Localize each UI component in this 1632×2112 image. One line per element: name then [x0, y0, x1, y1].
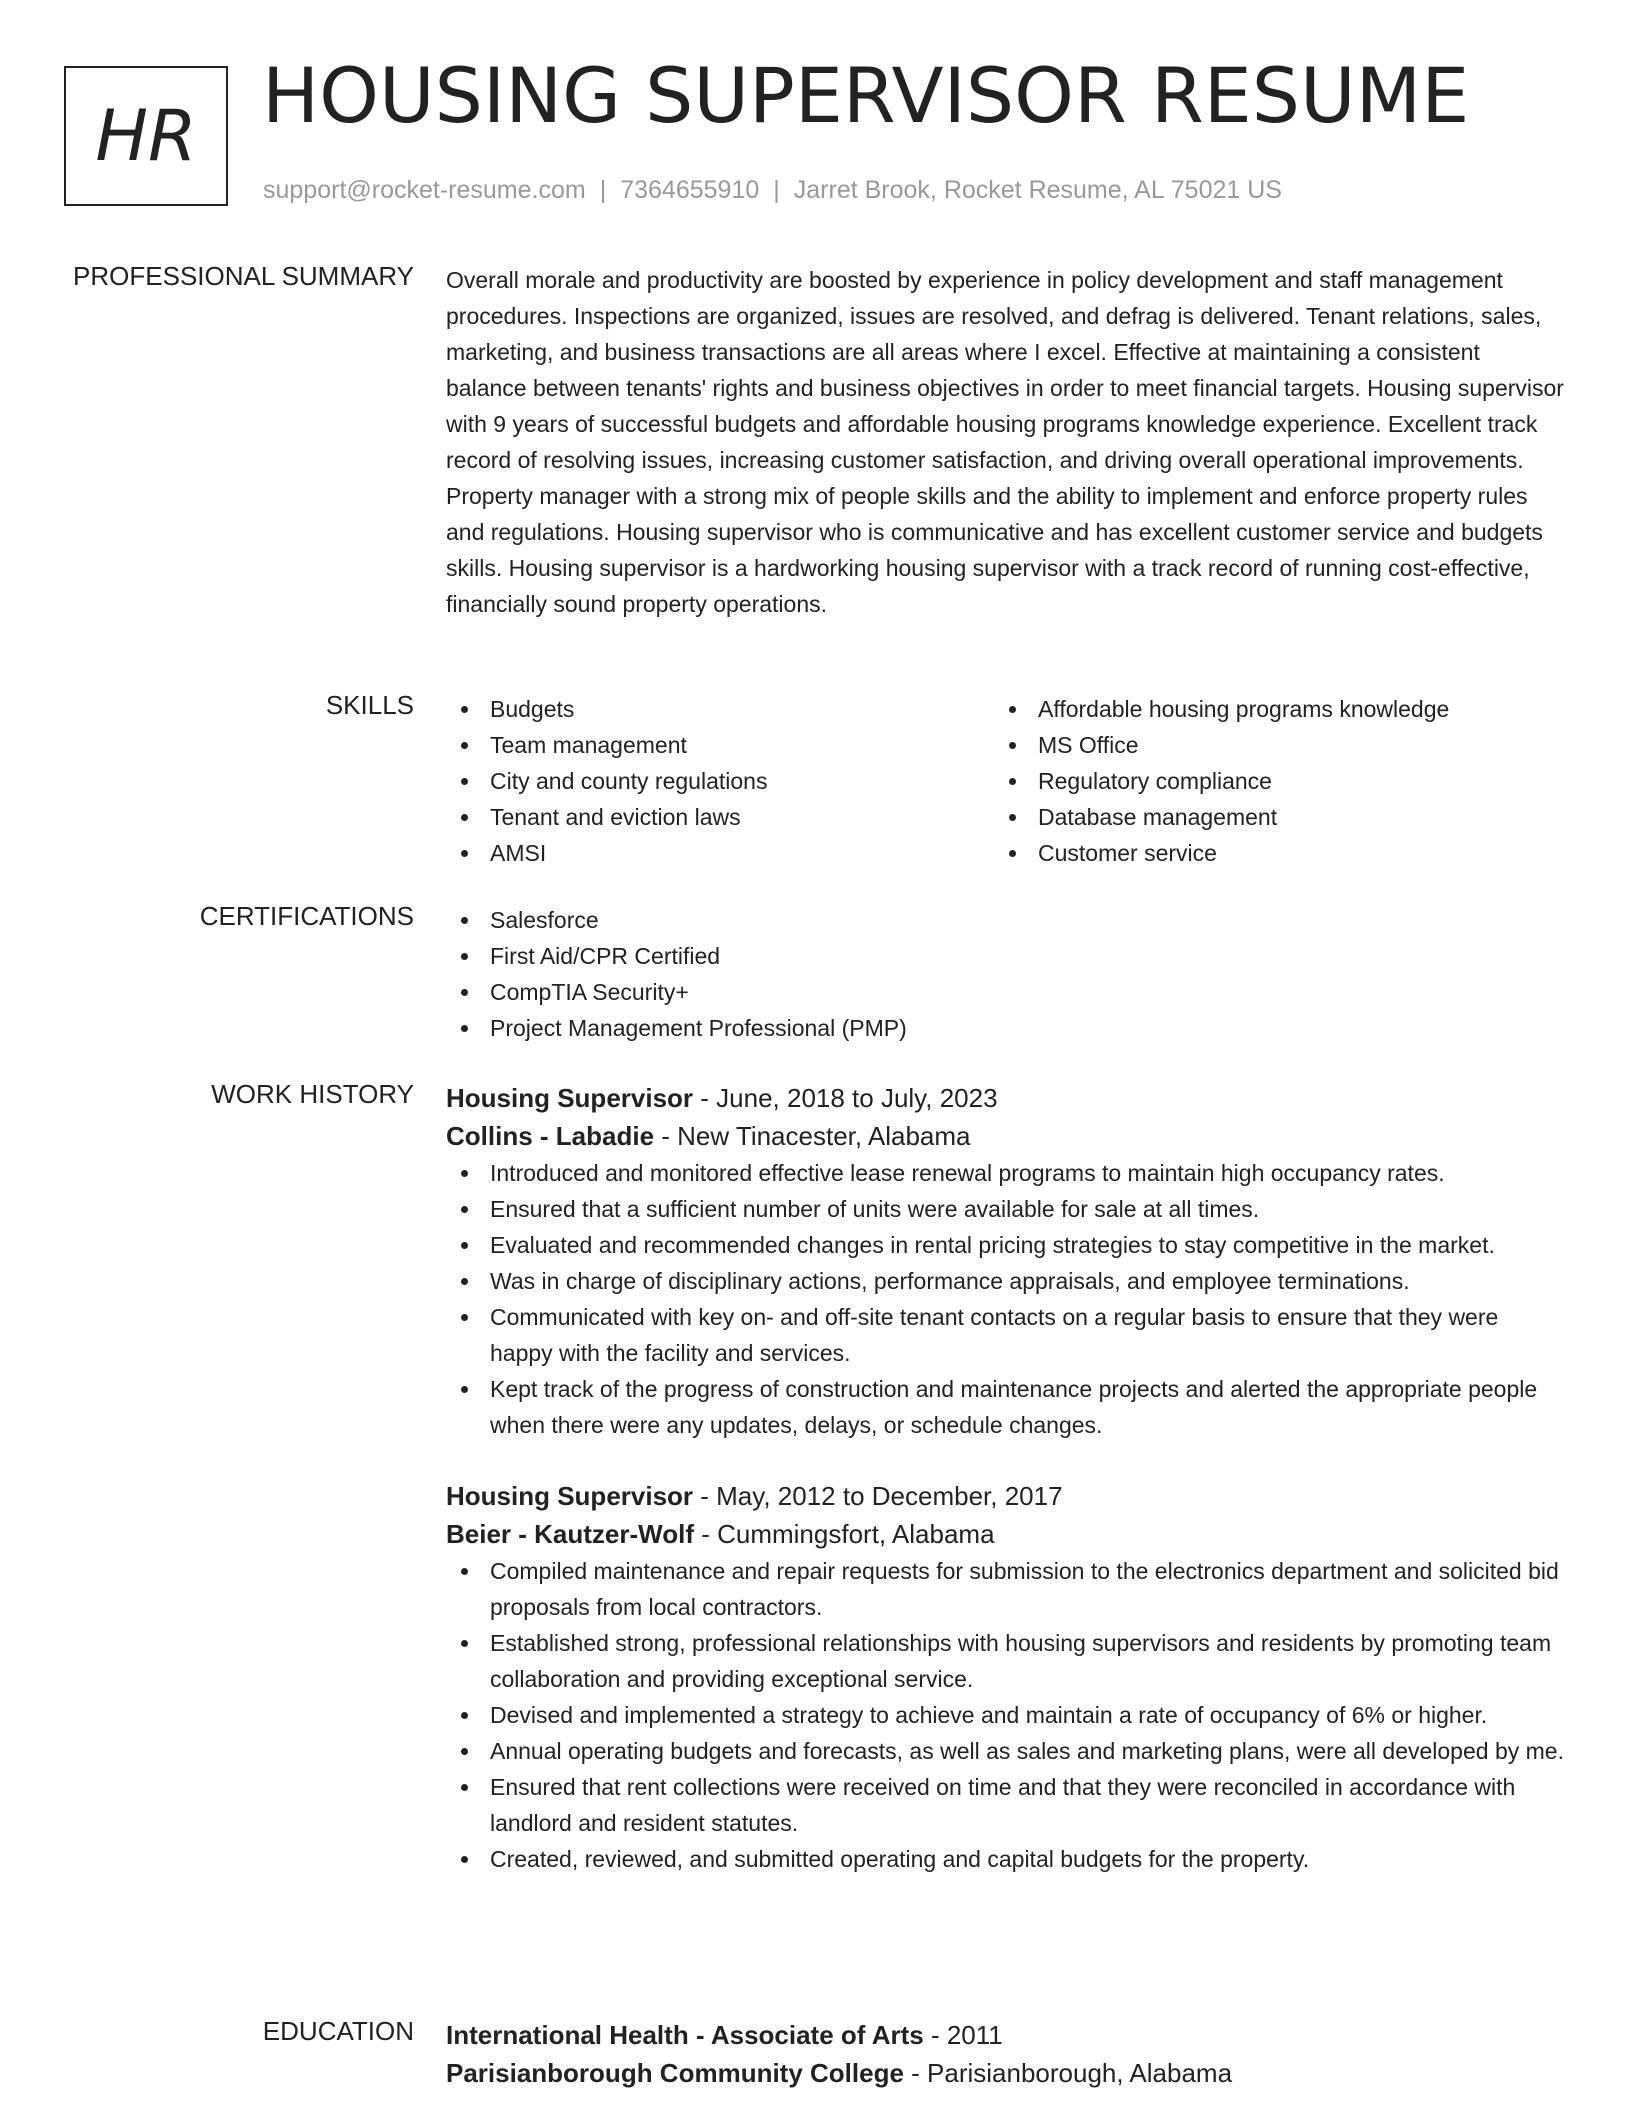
contact-separator: | [599, 176, 607, 204]
skill-item: Team management [446, 727, 994, 763]
job-duty-item: Created, reviewed, and submitted operating and capital budgets for the property. [446, 1841, 1566, 1877]
education-school-line [446, 2054, 1566, 2092]
job-duty-item: Evaluated and recommended changes in rental pricing strategies to stay competitive in the market. [446, 1227, 1566, 1263]
job-duty-item: Devised and implemented a strategy to achieve and maintain a rate of occupancy of 6% or higher. [446, 1697, 1566, 1733]
education-year: - 2011 [923, 2020, 1003, 2050]
certifications-label: CERTIFICATIONS [199, 901, 414, 931]
skills-list-right [994, 691, 1542, 871]
work-history-label: WORK HISTORY [211, 1079, 414, 1109]
education-label: EDUCATION [262, 2016, 414, 2046]
job-duty-item: Compiled maintenance and repair requests for submission to the electronics department and solicited bid proposals from local contractors. [446, 1553, 1566, 1625]
job-duties-list [446, 1155, 1566, 1443]
job-location: - New Tinacester, Alabama [654, 1121, 971, 1151]
skill-item: Affordable housing programs knowledge [994, 691, 1542, 727]
contact-email[interactable]: support@rocket-resume.com [263, 176, 586, 204]
job-duty-item: Was in charge of disciplinary actions, performance appraisals, and employee terminations. [446, 1263, 1566, 1299]
education-school: Parisianborough Community College [446, 2058, 904, 2088]
job-title-line [446, 1079, 1566, 1117]
job-duty-item: Annual operating budgets and forecasts, as well as sales and marketing plans, were all developed by me. [446, 1733, 1566, 1769]
job-title-line [446, 1477, 1566, 1515]
job-duties-list [446, 1553, 1566, 1877]
job-duty-item: Established strong, professional relationships with housing supervisors and residents by promoting team collaboration and providing exceptional service. [446, 1625, 1566, 1697]
skill-item: Regulatory compliance [994, 763, 1542, 799]
certification-item: CompTIA Security+ [446, 974, 1566, 1010]
monogram-box [64, 66, 228, 206]
skill-item: Database management [994, 799, 1542, 835]
skill-item: MS Office [994, 727, 1542, 763]
job-entry [446, 1079, 1566, 1443]
summary-label: PROFESSIONAL SUMMARY [73, 261, 414, 291]
job-location: - Cummingsfort, Alabama [694, 1519, 995, 1549]
skill-item: City and county regulations [446, 763, 994, 799]
education-location: - Parisianborough, Alabama [903, 2058, 1233, 2088]
contact-address: Jarret Brook, Rocket Resume, AL 75021 US [793, 176, 1282, 204]
job-company-line [446, 1117, 1566, 1155]
job-entry [446, 1477, 1566, 1877]
certifications-list [446, 902, 1566, 1046]
job-company: Beier - Kautzer-Wolf [446, 1519, 694, 1549]
skill-item: Customer service [994, 835, 1542, 871]
certification-item: Project Management Professional (PMP) [446, 1010, 1566, 1046]
skill-item: Tenant and eviction laws [446, 799, 994, 835]
summary-text: Overall morale and productivity are boosted by experience in policy development and staff management procedures. Inspections are organized, issues are resolved, and defrag is delivered. Tenant relations, sales, marketing, and business transactions are all areas where I excel. Effective at maintaining a consistent balance between tenants' rights and business objectives in order to meet financial targets. Housing supervisor with 9 years of successful budgets and affordable housing programs knowledge experience. Excellent track record of resolving issues, increasing customer satisfaction, and driving overall operational improvements. Property manager with a strong mix of people skills and the ability to implement and enforce property rules and regulations. Housing supervisor who is communicative and has excellent customer service and budgets skills. Housing supervisor is a hardworking housing supervisor with a track record of running cost-effective, financially sound property operations. [446, 267, 1564, 617]
job-title: Housing Supervisor [446, 1481, 694, 1511]
skill-item: Budgets [446, 691, 994, 727]
job-duty-item: Introduced and monitored effective lease renewal programs to maintain high occupancy rates. [446, 1155, 1566, 1191]
resume-title: HOUSING SUPERVISOR RESUME [262, 51, 1470, 140]
job-duty-item: Communicated with key on- and off-site tenant contacts on a regular basis to ensure that they were happy with the facility and services. [446, 1299, 1566, 1371]
skill-item: AMSI [446, 835, 994, 871]
monogram-text: HR [95, 95, 197, 177]
skills-list-left [446, 691, 994, 871]
skills-label: SKILLS [325, 690, 414, 720]
job-duty-item: Ensured that rent collections were received on time and that they were reconciled in accordance with landlord and resident statutes. [446, 1769, 1566, 1841]
contact-line [263, 176, 1282, 205]
job-dates: - May, 2012 to December, 2017 [693, 1481, 1063, 1511]
job-company-line [446, 1515, 1566, 1553]
job-company: Collins - Labadie [446, 1121, 655, 1151]
education-degree-line [446, 2016, 1566, 2054]
job-dates: - June, 2018 to July, 2023 [693, 1083, 998, 1113]
education-degree: International Health - Associate of Arts [446, 2020, 924, 2050]
contact-phone[interactable]: 7364655910 [620, 176, 760, 204]
job-duty-item: Ensured that a sufficient number of units were available for sale at all times. [446, 1191, 1566, 1227]
certification-item: Salesforce [446, 902, 1566, 938]
job-duty-item: Kept track of the progress of construction and maintenance projects and alerted the appropriate people when there were any updates, delays, or schedule changes. [446, 1371, 1566, 1443]
certification-item: First Aid/CPR Certified [446, 938, 1566, 974]
job-title: Housing Supervisor [446, 1083, 694, 1113]
contact-separator: | [773, 176, 780, 204]
